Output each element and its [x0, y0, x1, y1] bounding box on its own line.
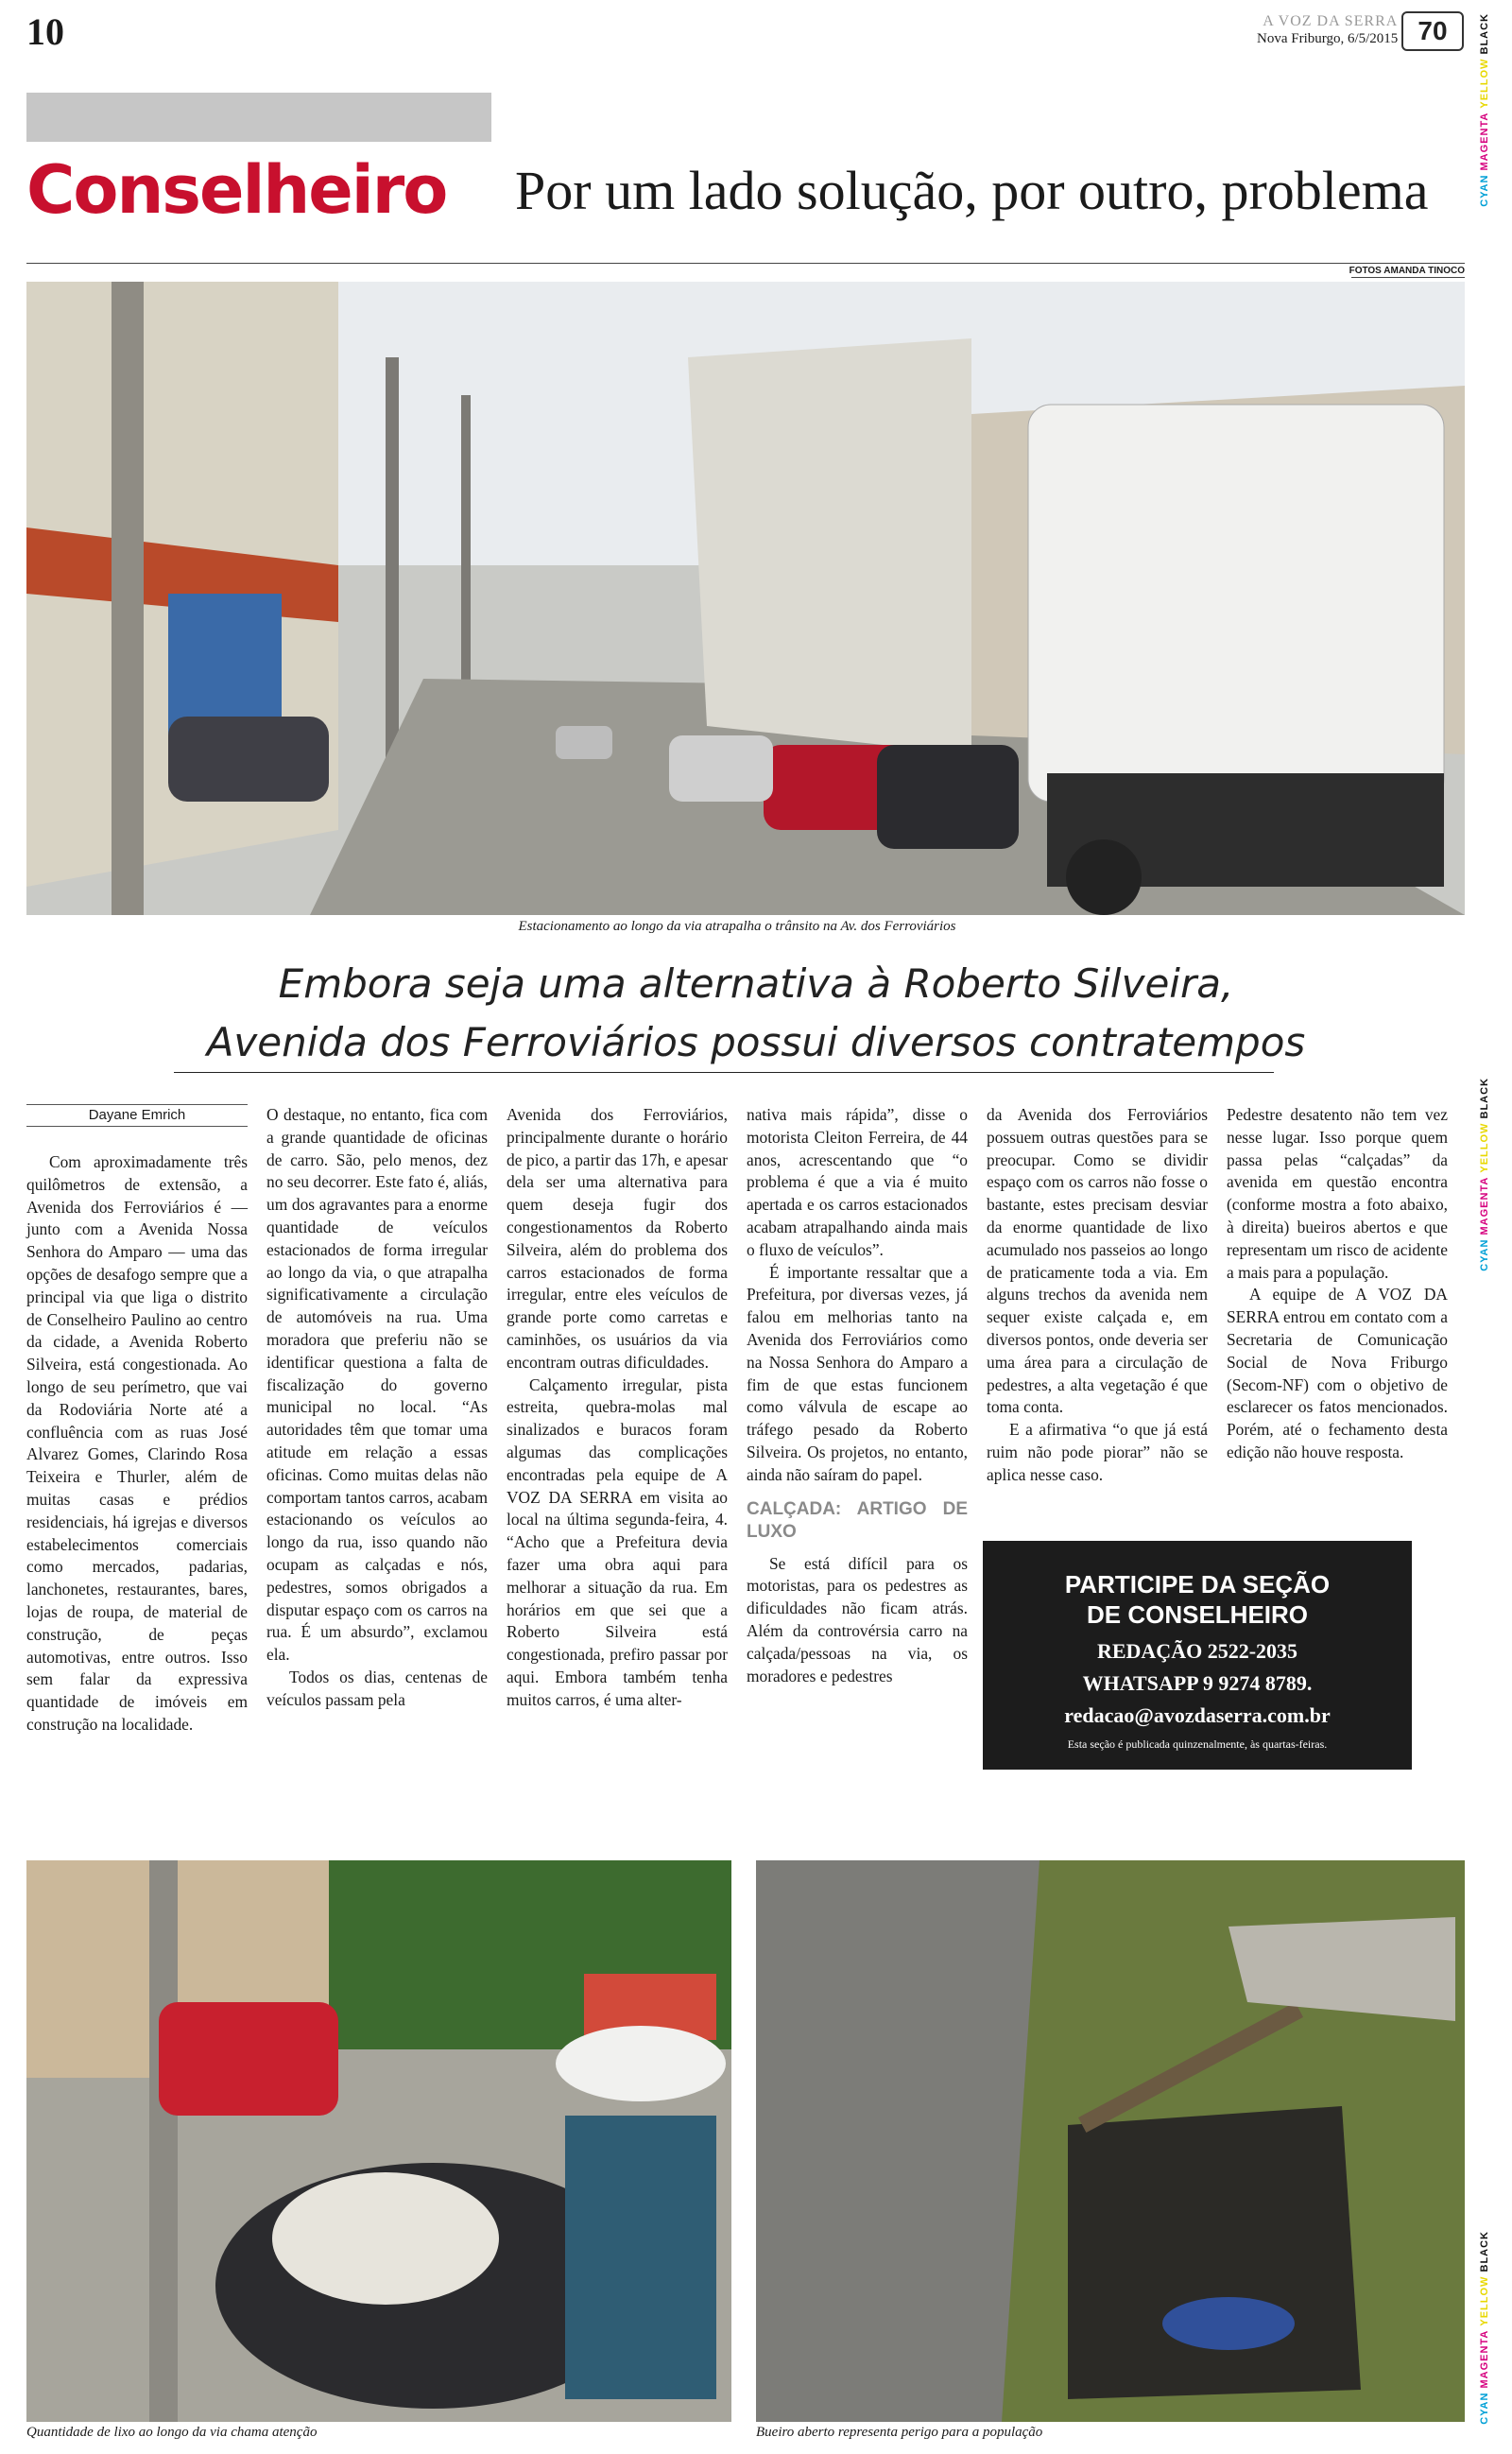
subheadline-line2: Avenida dos Ferroviários possui diversos contratempos: [206, 1019, 1306, 1065]
paragraph: Pedestre desatento não tem vez nesse lugar. Isso porque quem passa pelas “calçadas” da avenida em questão encontra (conforme mostra a foto abaixo, à direita) bueiros abertos e que representam um risco de acidente a mais para a população.: [1227, 1105, 1448, 1282]
drain-photo-caption: Bueiro aberto representa perigo para a população: [756, 2425, 1043, 2440]
paragraph: E a afirmativa “o que já está ruim não pode piorar” não se aplica nesse caso.: [987, 1420, 1208, 1484]
article-column-5: [987, 1104, 1208, 1487]
promo-title-line1: PARTICIPE DA SEÇÃO: [1064, 1570, 1331, 1599]
date-line: Nova Friburgo, 6/5/2015: [1257, 31, 1399, 46]
subheadline-line1: Embora seja uma alternativa à Roberto Silveira,: [278, 960, 1234, 1007]
paragraph: A equipe de A VOZ DA SERRA entrou em contato com a Secretaria de Comunicação Social de Nova Friburgo (Secom-NF) com o objetivo de esclarecer os fatos mencionados. Porém, até o fechamento desta edição não houve resposta.: [1227, 1285, 1448, 1461]
page-number: 10: [26, 10, 64, 53]
photo-credit: FOTOS AMANDA TINOCO: [1349, 266, 1465, 276]
paragraph: Avenida dos Ferroviários, principalmente durante o horário de pico, a partir das 17h, e apesar dela ser uma alternativa para quem deseja fugir dos congestionamentos da Roberto Silveira, além do problema dos carros estacionados de forma irregular, entre eles veículos de grande porte como carretas e caminhões, os usuários da via encontram outras dificuldades.: [507, 1105, 728, 1372]
main-photo: [26, 282, 1465, 915]
paragraph: Se está difícil para os motoristas, para os pedestres as dificuldades não ficam atrás. Além da controvérsia carro na calçada/pessoas na via, os moradores e pedestres: [747, 1553, 968, 1685]
masthead: [1257, 13, 1398, 47]
subheadline-rule: [174, 1072, 1274, 1073]
anniversary-logo: 70: [1401, 11, 1464, 51]
reg-yellow: YELLOW: [1479, 58, 1490, 109]
crosshead: CALÇADA: ARTIGO DE LUXO: [747, 1498, 968, 1542]
article-column-4: [747, 1104, 968, 1687]
subheadline: [0, 955, 1512, 1072]
drain-photo: [756, 1860, 1465, 2422]
article-column-3: [507, 1104, 728, 1712]
article-column-2: [266, 1104, 488, 1712]
paragraph: da Avenida dos Ferroviários possuem outras questões para se preocupar. Como se dividir espaço com os carros não fosse o bastante, estes precisam desviar da enorme quantidade de lixo acumulado nos passeios ao longo de praticamente toda a via. Em alguns trechos da avenida nem sequer existe calçada e, em diversos pontos, onde deveria ser uma área para a circulação de pedestres, a alta vegetação é que toma conta.: [987, 1105, 1208, 1417]
paragraph: nativa mais rápida”, disse o motorista Cleiton Ferreira, de 44 anos, acrescentando que “o problema é que a via é muito apertada e os carros estacionados acabam atrapalhando ainda mais o fluxo de veículos”.: [747, 1105, 968, 1259]
promo-box: [983, 1541, 1412, 1770]
garbage-photo-caption: Quantidade de lixo ao longo da via chama atenção: [26, 2425, 318, 2440]
article-column-1: [26, 1151, 248, 1737]
garbage-illustration: [26, 1860, 731, 2422]
paragraph: Com aproximadamente três quilômetros de extensão, a Avenida dos Ferroviários é — junto com a Avenida Nossa Senhora do Amparo — uma das opções de desafogo sempre que a principal via que liga o distrito de Conselheiro Paulino ao centro da cidade, a Avenida Roberto Silveira, está congestionada. Ao longo de seu perímetro, que vai da Rodoviária Norte até a confluência com as ruas José Alvarez Gomes, Clarindo Rosa Teixeira e Thurler, além de muitas casas e prédios residenciais, há igrejas e diversos estabelecimentos comerciais como mercados, padarias, lanchonetes, restaurantes, bares, lojas de roupa, de material de construção, de peças automotivas, entre outros. Isso sem falar da expressiva quantidade de imóveis em construção na localidade.: [26, 1152, 248, 1734]
reg-black: BLACK: [1479, 13, 1490, 55]
paper-name: A VOZ DA SERRA: [1263, 13, 1399, 29]
paragraph: É importante ressaltar que a Prefeitura, por diversas vezes, já falou em melhorias tanto na Avenida dos Ferroviários como na Nossa Senhora do Amparo a fim de que estas funcionem como válvula de escape ao tráfego pesado da Roberto Silveira. Os projetos, no entanto, ainda não saíram do papel.: [747, 1262, 968, 1484]
garbage-photo: [26, 1860, 731, 2422]
section-title: Conselheiro: [26, 151, 447, 229]
paragraph: Todos os dias, centenas de veículos passam pela: [266, 1667, 488, 1709]
promo-email[interactable]: redacao@avozdaserra.com.br: [1064, 1703, 1331, 1727]
byline: Dayane Emrich: [26, 1104, 248, 1127]
street-scene-illustration: [26, 282, 1465, 915]
promo-title-line2: DE CONSELHEIRO: [1086, 1600, 1309, 1629]
section-bar: [26, 93, 491, 142]
paragraph: Calçamento irregular, pista estreita, quebra-molas mal sinalizados e buracos foram algumas das complicações encontradas pela equipe de A VOZ DA SERRA em visita ao local na última segunda-feira, 4. “Acho que a Prefeitura devia fazer uma obra aqui para melhorar a situação da rua. Em horários em que sei que a Roberto Silveira está congestionada, prefiro passar por aqui. Embora também tenha muitos carros, é uma alter-: [507, 1374, 728, 1709]
main-photo-caption: Estacionamento ao longo da via atrapalha o trânsito na Av. dos Ferroviários: [518, 919, 956, 934]
reg-magenta: MAGENTA: [1479, 112, 1490, 171]
promo-phone: REDAÇÃO 2522-2035: [1096, 1639, 1298, 1663]
paragraph: O destaque, no entanto, fica com a grande quantidade de oficinas de carro. São, pelo menos, dez no seu decorrer. Este fato é, aliás, um dos agravantes para a enorme quantidade de veículos estacionados de forma irregular ao longo da via, o que atrapalha significativamente a circulação de automóveis na rua. Uma moradora que preferiu não se identificar questiona a falta de fiscalização do governo municipal no local. “As autoridades têm que tomar uma atitude em relação a essas oficinas. Como muitas delas não comportam tantos carros, acabam estacionando os veículos ao longo da rua, isso quando não ocupam as calçadas e nós, pedestres, somos obrigados a disputar espaço com os carros na rua. É um absurdo”, exclamou ela.: [266, 1105, 488, 1665]
reg-cyan: CYAN: [1479, 174, 1490, 207]
registration-marks-middle: CYAN MAGENTA YELLOW BLACK: [1479, 1078, 1490, 1271]
registration-marks-top: [1479, 13, 1490, 207]
header-rule: [26, 263, 1465, 264]
headline: Por um lado solução, por outro, problema: [515, 160, 1429, 221]
registration-marks-bottom: CYAN MAGENTA YELLOW BLACK: [1479, 2231, 1490, 2425]
drain-illustration: [756, 1860, 1465, 2422]
credit-rule: [1351, 277, 1465, 278]
promo-note: Esta seção é publicada quinzenalmente, às quartas-feiras.: [1067, 1737, 1328, 1751]
article-column-6: [1227, 1104, 1448, 1464]
promo-whatsapp: WHATSAPP 9 9274 8789.: [1082, 1671, 1313, 1695]
